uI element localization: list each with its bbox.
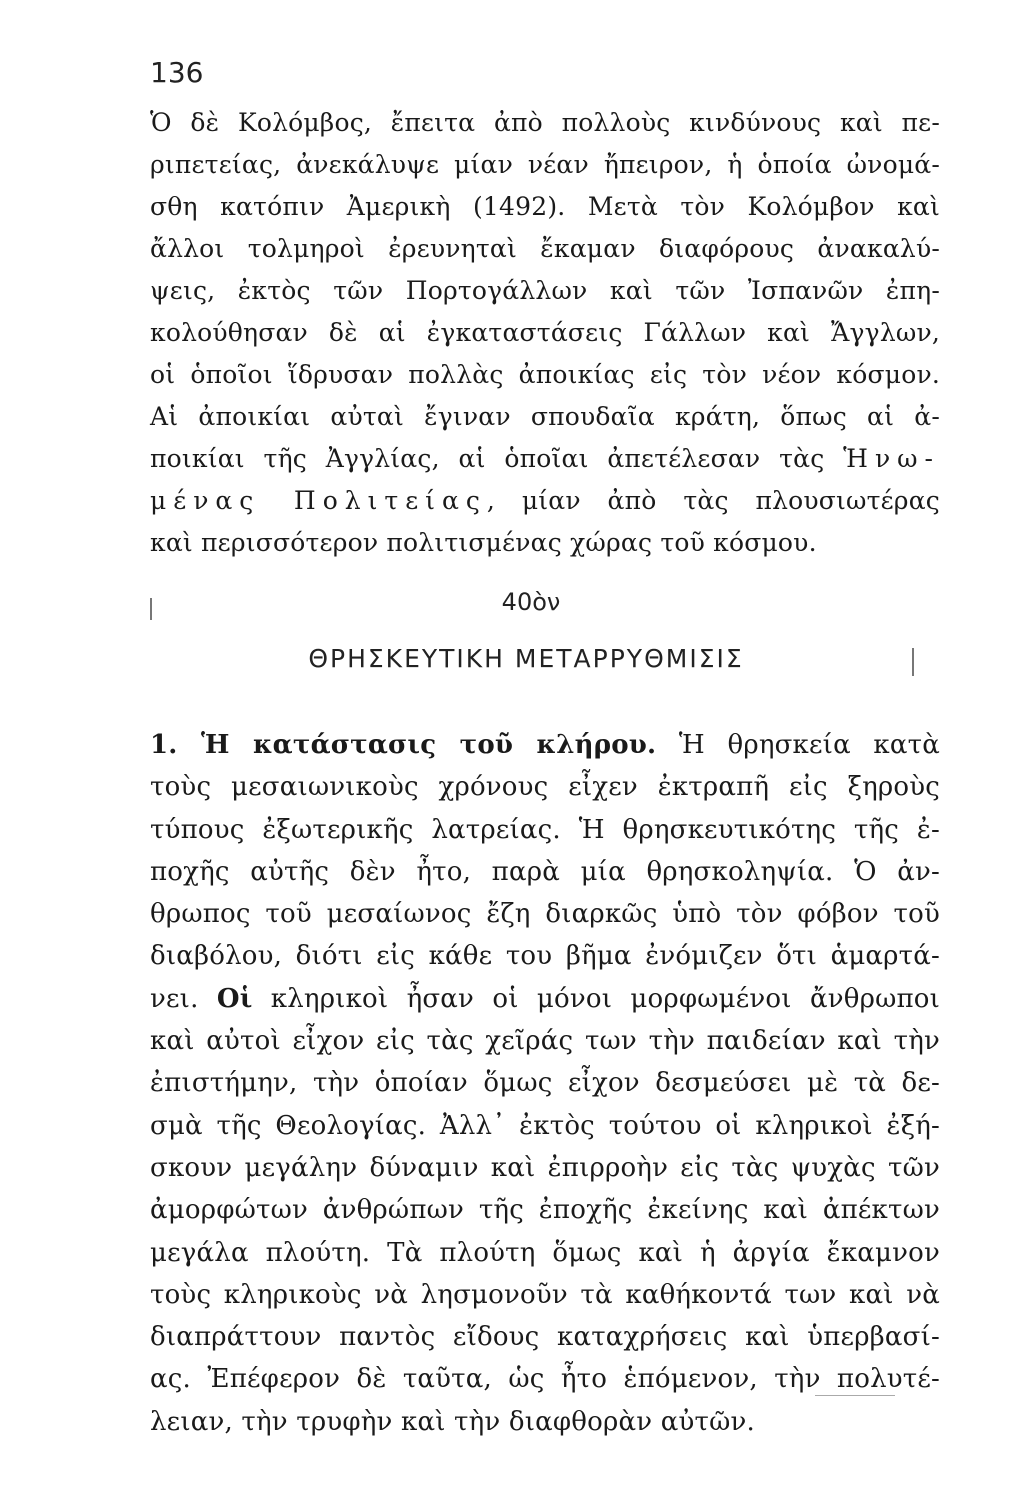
spaced-text: μένας Πολιτείας xyxy=(150,486,487,515)
text-segment: Ἡ θρησκεία κατὰ xyxy=(656,730,940,760)
spaced-text: Ἡνω- xyxy=(843,444,940,473)
text-line: θρωπος τοῦ μεσαίωνος ἔζη διαρκῶς ὑπὸ τὸν φόβον τοῦ xyxy=(150,899,940,930)
text-line: ἄλλοι τολμηροὶ ἐρευνηταὶ ἔκαμαν διαφόρους ἀνακαλύ- xyxy=(150,234,940,263)
text-line xyxy=(150,724,940,766)
text-line: τύπους ἐξωτερικῆς λατρείας. Ἡ θρησκευτικότης τῆς ἐ- xyxy=(150,814,940,845)
text-line xyxy=(150,978,940,1020)
section-title: ΘΡΗΣΚΕΥΤΙΚΗ ΜΕΤΑΡΡΥΘΜΙΣΙΣ xyxy=(308,644,744,673)
bold-text: Οἱ xyxy=(216,983,253,1014)
text-line: οἱ ὁποῖοι ἵδρυσαν πολλὰς ἀποικίας εἰς τὸν νέον κόσμον. xyxy=(150,360,940,389)
text-segment: κληρικοὶ ἦσαν οἱ μόνοι μορφωμένοι ἄνθρωποι xyxy=(252,983,941,1014)
text-line: Ὁ δὲ Κολόμβος, ἔπειτα ἀπὸ πολλοὺς κινδύνους καὶ πε- xyxy=(150,108,940,137)
text-line: σθη κατόπιν Ἀμερικὴ (1492). Μετὰ τὸν Κολόμβον καὶ xyxy=(150,192,940,221)
paragraph-clergy xyxy=(150,724,940,1443)
text-line: ἀμορφώτων ἀνθρώπων τῆς ἐποχῆς ἐκείνης καὶ ἀπέκτων xyxy=(150,1195,940,1226)
text-line: διαπράττουν παντὸς εἴδους καταχρήσεις καὶ ὑπερβασί- xyxy=(150,1322,940,1353)
text-line: καὶ περισσότερον πολιτισμένας χώρας τοῦ κόσμου. xyxy=(150,528,817,557)
text-line: καὶ αὐτοὶ εἶχον εἰς τὰς χεῖράς των τὴν παιδείαν καὶ τὴν xyxy=(150,1026,940,1057)
text-segment: ποικίαι τῆς Ἀγγλίας, αἱ ὁποῖαι ἀπετέλεσαν τὰς xyxy=(150,444,844,473)
text-segment: νει. xyxy=(150,983,217,1014)
text-line: ψεις, ἐκτὸς τῶν Πορτογάλλων καὶ τῶν Ἰσπανῶν ἐπη- xyxy=(150,276,940,305)
scan-speck xyxy=(912,648,914,676)
paragraph-columbus xyxy=(150,102,940,564)
text-line: ἐπιστήμην, τὴν ὁποίαν ὅμως εἶχον δεσμεύσει μὲ τὰ δε- xyxy=(150,1068,940,1099)
section-number: 40ὸν xyxy=(501,588,561,616)
text-line: ριπετείας, ἀνεκάλυψε μίαν νέαν ἤπειρον, ἡ ὁποία ὠνομά- xyxy=(150,150,940,179)
text-line: τοὺς μεσαιωνικοὺς χρόνους εἶχεν ἐκτραπῆ εἰς ξηροὺς xyxy=(150,772,940,803)
page-number: 136 xyxy=(150,56,204,89)
text-line: μεγάλα πλούτη. Τὰ πλούτη ὅμως καὶ ἡ ἀργία ἔκαμνον xyxy=(150,1237,940,1268)
text-line: σκουν μεγάλην δύναμιν καὶ ἐπιρροὴν εἰς τὰς ψυχὰς τῶν xyxy=(150,1152,940,1183)
text-line: κολούθησαν δὲ αἱ ἐγκαταστάσεις Γάλλων καὶ Ἄγγλων, xyxy=(150,318,940,347)
text-line: σμὰ τῆς Θεολογίας. Ἀλλ᾽ ἐκτὸς τούτου οἱ κληρικοὶ ἐξή- xyxy=(150,1110,940,1141)
subsection-heading: 1. Ἡ κατάστασις τοῦ κλήρου. xyxy=(150,730,657,760)
text-line: λειαν, τὴν τρυφὴν καὶ τὴν διαφθορὰν αὐτῶν. xyxy=(150,1406,755,1437)
text-line: τοὺς κληρικοὺς νὰ λησμονοῦν τὰ καθήκοντά των καὶ νὰ xyxy=(150,1279,940,1310)
scan-speck xyxy=(815,1395,895,1396)
text-line xyxy=(150,438,940,480)
text-line: ποχῆς αὐτῆς δὲν ἦτο, παρὰ μία θρησκοληψία. Ὁ ἀν- xyxy=(150,856,940,887)
text-line: διαβόλου, διότι εἰς κάθε του βῆμα ἐνόμιζεν ὅτι ἁμαρτά- xyxy=(150,941,940,972)
text-line: Αἱ ἀποικίαι αὐταὶ ἔγιναν σπουδαῖα κράτη, ὅπως αἱ ἀ- xyxy=(150,402,940,431)
text-line: ας. Ἐπέφερον δὲ ταῦτα, ὡς ἦτο ἑπόμενον, τὴν πολυτέ- xyxy=(150,1364,940,1395)
scan-speck xyxy=(150,598,152,620)
text-line xyxy=(150,480,940,522)
text-segment: , μίαν ἀπὸ τὰς πλουσιωτέρας xyxy=(486,486,940,515)
